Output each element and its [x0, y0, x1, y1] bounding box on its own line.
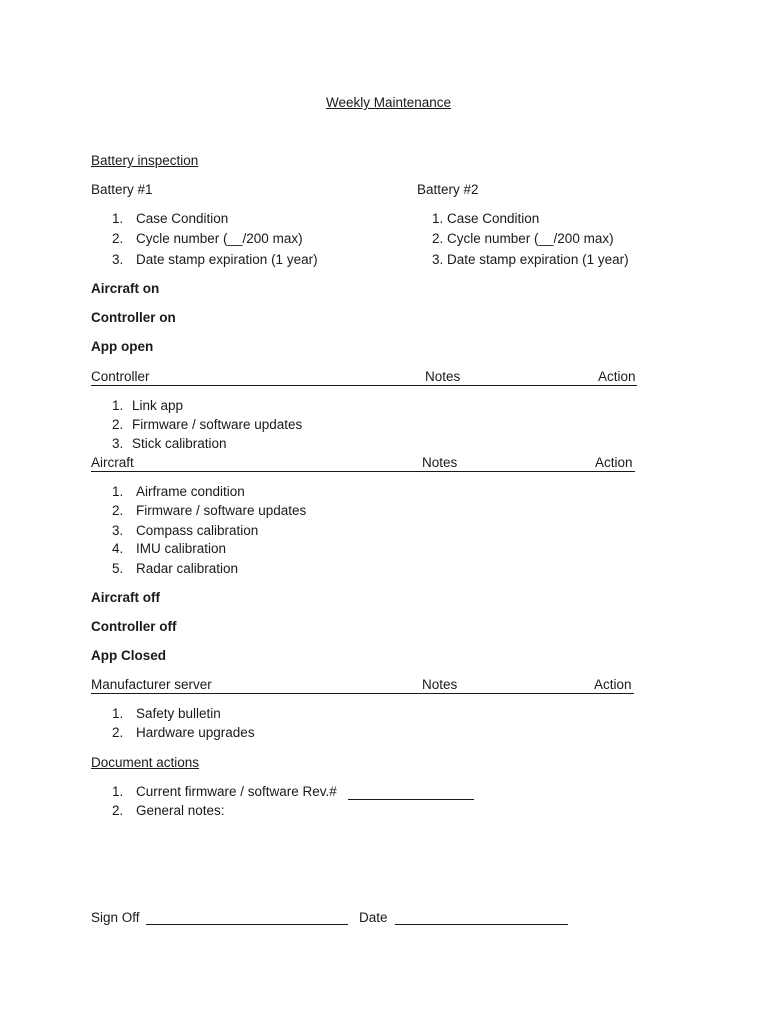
controller-action-label: Action: [598, 369, 636, 384]
list-item: 1. Case Condition: [112, 211, 229, 226]
list-item: 3. Compass calibration: [112, 523, 259, 538]
manufacturer-action-label: Action: [594, 677, 632, 692]
controller-rule: [91, 385, 637, 386]
list-item: 2. Hardware upgrades: [112, 725, 255, 740]
list-item: 3. Stick calibration: [112, 436, 227, 451]
manufacturer-rule: [91, 693, 634, 694]
aircraft-rule: [91, 471, 635, 472]
controller-notes-label: Notes: [425, 369, 461, 384]
step-app-open: App open: [91, 339, 154, 354]
list-item: 1. Link app: [112, 398, 184, 413]
list-item: 1. Airframe condition: [112, 484, 245, 499]
date-label: Date: [359, 910, 388, 925]
list-item: 2. Firmware / software updates: [112, 417, 303, 432]
aircraft-heading: Aircraft: [91, 455, 134, 470]
manufacturer-notes-label: Notes: [422, 677, 458, 692]
step-aircraft-on: Aircraft on: [91, 281, 160, 296]
list-item: 2. Cycle number (__/200 max): [112, 231, 303, 246]
list-item: 2. Firmware / software updates: [112, 503, 307, 518]
firmware-rev-blank[interactable]: [348, 799, 474, 800]
list-item: 1. Safety bulletin: [112, 706, 221, 721]
list-item: 2. Cycle number (__/200 max): [432, 231, 614, 246]
battery-1-label: Battery #1: [91, 182, 153, 197]
controller-heading: Controller: [91, 369, 150, 384]
sign-off-label: Sign Off: [91, 910, 140, 925]
step-controller-off: Controller off: [91, 619, 177, 634]
list-item: 1. Case Condition: [432, 211, 540, 226]
date-line[interactable]: [395, 924, 568, 925]
aircraft-action-label: Action: [595, 455, 633, 470]
manufacturer-heading: Manufacturer server: [91, 677, 212, 692]
list-item: 2. General notes:: [112, 803, 225, 818]
list-item: 3. Date stamp expiration (1 year): [432, 252, 629, 267]
step-app-closed: App Closed: [91, 648, 167, 663]
aircraft-notes-label: Notes: [422, 455, 458, 470]
page-title: Weekly Maintenance: [326, 95, 452, 110]
step-aircraft-off: Aircraft off: [91, 590, 161, 605]
list-item: 5. Radar calibration: [112, 561, 239, 576]
list-item: 4. IMU calibration: [112, 541, 227, 556]
list-item: 1. Current firmware / software Rev.#: [112, 784, 337, 799]
sign-off-line[interactable]: [146, 924, 348, 925]
document-actions-heading: Document actions: [91, 755, 200, 770]
battery-2-label: Battery #2: [417, 182, 479, 197]
step-controller-on: Controller on: [91, 310, 176, 325]
battery-inspection-heading: Battery inspection: [91, 153, 199, 168]
list-item: 3. Date stamp expiration (1 year): [112, 252, 318, 267]
